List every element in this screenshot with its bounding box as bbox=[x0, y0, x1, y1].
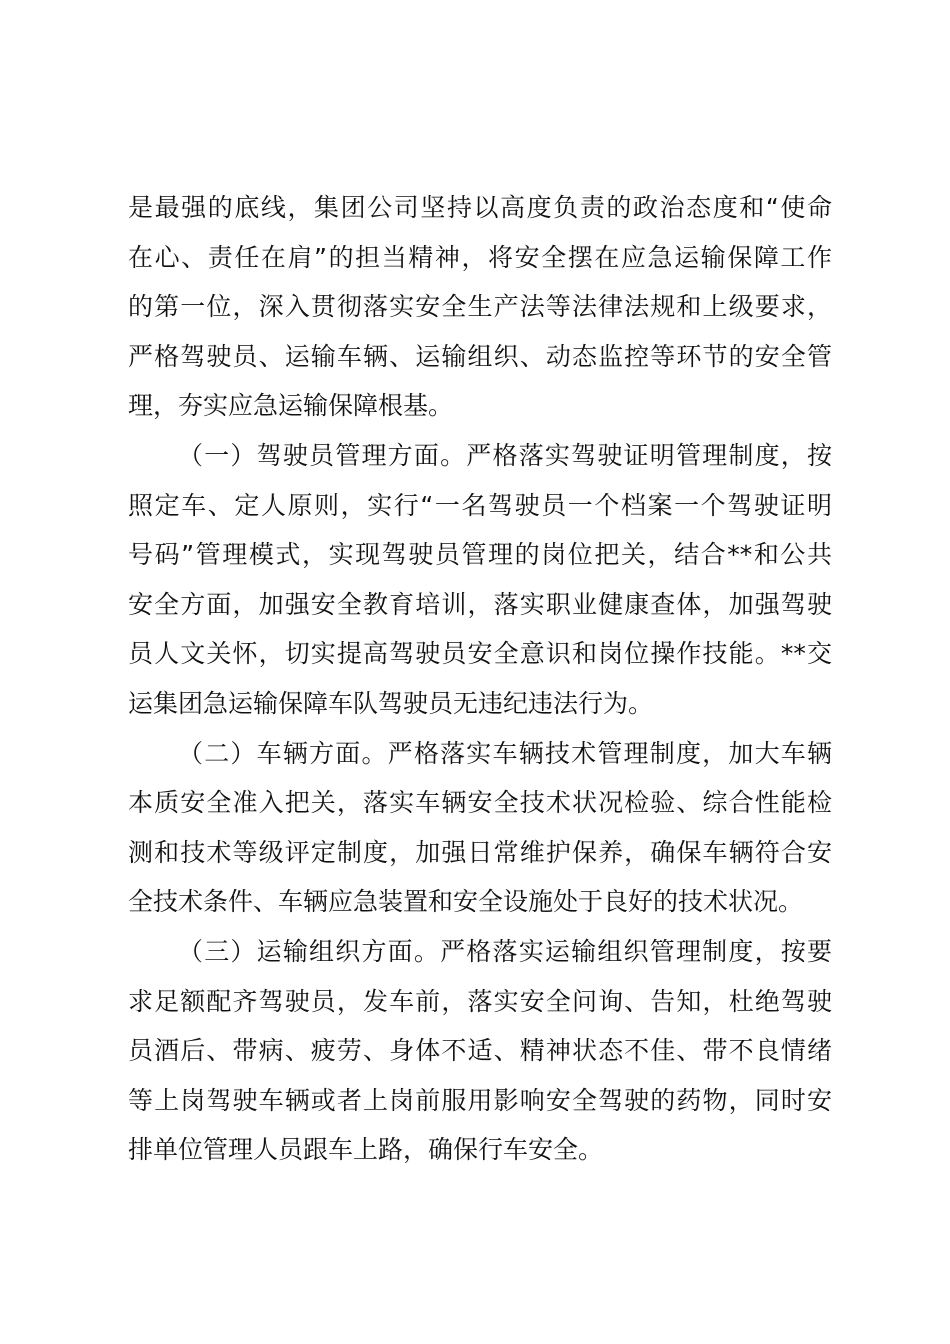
paragraph-driver-management bbox=[128, 431, 832, 729]
text-line: 员酒后、带病、疲劳、身体不适、精神状态不佳、带不良情绪 bbox=[128, 1036, 832, 1066]
text-line: （一）驾驶员管理方面。严格落实驾驶证明管理制度，按 bbox=[178, 440, 832, 470]
text-line: 在心、责任在肩”的担当精神，将安全摆在应急运输保障工作 bbox=[128, 242, 832, 272]
paragraph-transport-organization bbox=[128, 927, 832, 1175]
text-line: （三）运输组织方面。严格落实运输组织管理制度，按要 bbox=[178, 936, 832, 966]
text-line: 安全方面，加强安全教育培训，落实职业健康查体，加强驾驶 bbox=[128, 589, 832, 619]
text-line: 排单位管理人员跟车上路，确保行车安全。 bbox=[128, 1135, 604, 1165]
text-line: 的第一位，深入贯彻落实安全生产法等法律法规和上级要求， bbox=[128, 292, 832, 322]
text-line: 测和技术等级评定制度，加强日常维护保养，确保车辆符合安 bbox=[128, 837, 832, 867]
text-line: 号码”管理模式，实现驾驶员管理的岗位把关，结合**和公共 bbox=[128, 540, 832, 570]
paragraph-vehicles bbox=[128, 729, 832, 927]
document-body bbox=[128, 183, 832, 1175]
text-line: 理，夯实应急运输保障根基。 bbox=[128, 391, 454, 421]
text-line: （二）车辆方面。严格落实车辆技术管理制度，加大车辆 bbox=[178, 738, 832, 768]
text-line: 等上岗驾驶车辆或者上岗前服用影响安全驾驶的药物，同时安 bbox=[128, 1085, 832, 1115]
text-line: 是最强的底线，集团公司坚持以高度负责的政治态度和“使命 bbox=[128, 193, 832, 222]
paragraph-intro bbox=[128, 183, 832, 431]
text-line: 本质安全准入把关，落实车辆安全技术状况检验、综合性能检 bbox=[128, 788, 832, 818]
text-line: 求足额配齐驾驶员，发车前，落实安全问询、告知，杜绝驾驶 bbox=[128, 986, 832, 1016]
text-line: 员人文关怀，切实提高驾驶员安全意识和岗位操作技能。**交 bbox=[128, 639, 832, 669]
text-line: 运集团急运输保障车队驾驶员无违纪违法行为。 bbox=[128, 688, 654, 718]
text-line: 照定车、定人原则，实行“一名驾驶员一个档案一个驾驶证明 bbox=[128, 490, 832, 520]
text-line: 全技术条件、车辆应急装置和安全设施处于良好的技术状况。 bbox=[128, 887, 804, 917]
text-line: 严格驾驶员、运输车辆、运输组织、动态监控等环节的安全管 bbox=[128, 341, 832, 371]
